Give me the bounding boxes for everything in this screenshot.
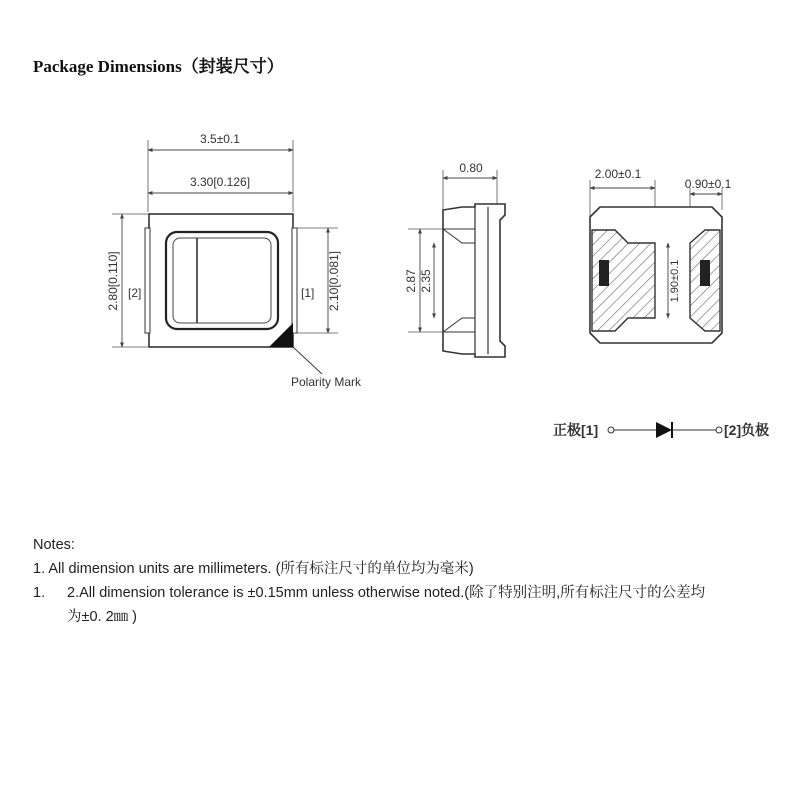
width-inner-label: 3.30[0.126]: [189, 175, 251, 189]
left-tab: [145, 228, 150, 333]
width-outer-label: 3.5±0.1: [200, 132, 240, 146]
note-tolerance-number: 1.: [33, 585, 46, 601]
anode-label: 正极[1]: [553, 422, 599, 438]
diode-schematic: [553, 422, 769, 438]
diode-triangle: [656, 422, 672, 438]
side-view: [404, 161, 505, 357]
height-outer-label: 2.80[0.110]: [106, 251, 120, 311]
polarity-mark-label: Polarity Mark: [291, 375, 362, 389]
pad-height-label: 1.90±0.1: [669, 259, 681, 303]
polarity-leader-line: [293, 347, 322, 374]
side-body-outline: [443, 204, 505, 357]
height-total-label: 2.87: [404, 269, 418, 293]
page-title: Package Dimensions（封装尺寸）: [33, 57, 284, 76]
pad-right-label: [1]: [301, 286, 315, 300]
gap-width-label: 0.90±0.1: [684, 177, 732, 191]
thickness-label: 0.80: [459, 161, 483, 175]
cathode-terminal: [716, 427, 722, 433]
cathode-label: [2]负极: [724, 422, 770, 438]
height-body-label: 2.35: [419, 269, 433, 293]
pad-width-label: 2.00±0.1: [594, 167, 642, 181]
note-tolerance-text: 2.All dimension tolerance is ±0.15mm unless otherwise noted.(除了特别注明,所有标注尺寸的公差均: [67, 585, 706, 601]
height-inner-label: 2.10[0.081]: [327, 250, 341, 312]
note-units: 1. All dimension units are millimeters. (所有标注尺寸的单位均为毫米): [33, 561, 474, 577]
bottom-view: [590, 167, 732, 343]
top-view: [106, 132, 362, 389]
anode-terminal: [608, 427, 614, 433]
pad-left-label: [2]: [128, 286, 142, 300]
lens-outline: [166, 232, 278, 329]
note-tolerance-continued: 为±0. 2㎜ ): [67, 609, 138, 625]
notes-heading: Notes:: [33, 537, 75, 553]
anode-pad-mark: [599, 260, 609, 286]
right-tab: [292, 228, 297, 333]
notes-section: [33, 533, 793, 629]
note-tolerance: [33, 581, 793, 605]
cathode-pad-mark: [700, 260, 710, 286]
